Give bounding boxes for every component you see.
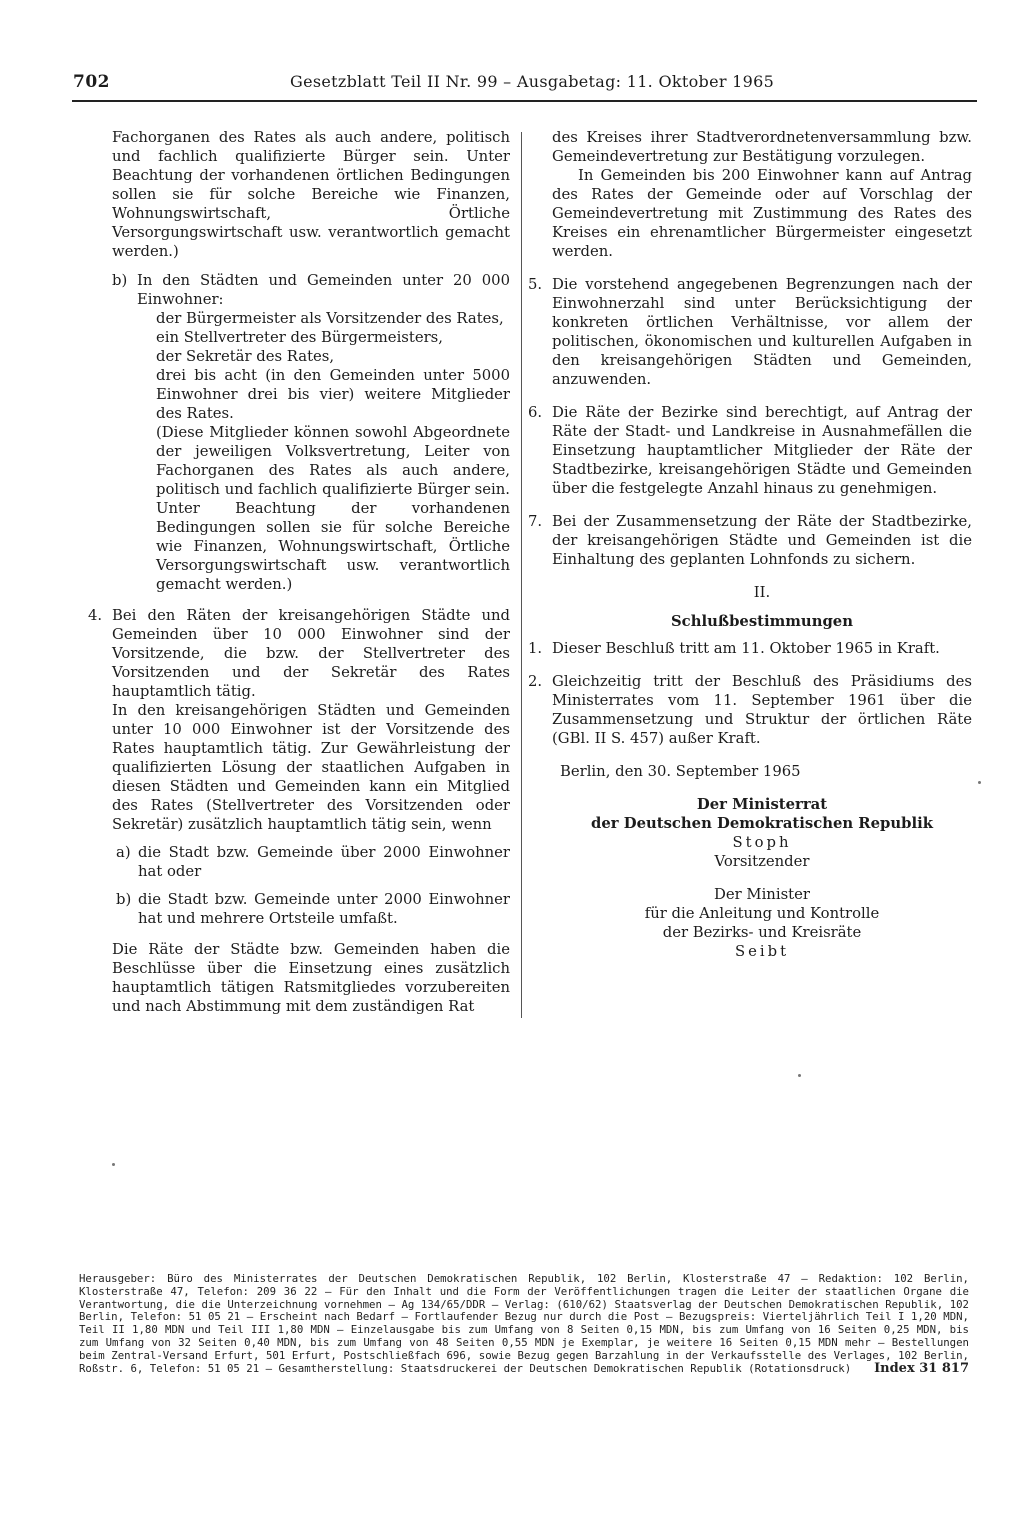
header-rule <box>72 100 977 102</box>
imprint-text: Herausgeber: Büro des Ministerrates der Deutschen Demokratischen Republik, 102 Berlin, Klosterstraße 47 – Redaktion: 102 Berlin, Klosterstraße 47, Telefon: 209 36 22 – Für den Inhalt und die Form der Veröffentlichungen tragen die Leiter der staatlichen Organe die Verantwortung, die die Unterzeichnung vornehmen – Ag 134/65/DDR – Verlag: (610/62) Staatsverlag der Deutschen Demokratischen Republik, 102 Berlin, Telefon: 51 05 21 – Erscheint nach Bedarf – Fortlaufender Bezug nur durch die Post – Bezugspreis: Vierteljährlich Teil I 1,20 MDN, Teil II 1,80 MDN und Teil III 1,80 MDN – Einzelausgabe bis zum Umfang von 8 Seiten 0,15 MDN, bis zum Umfang von 16 Seiten 0,25 MDN, bis zum Umfang von 32 Seiten 0,40 MDN, bis zum Umfang von 48 Seiten 0,55 MDN je Exemplar, je weitere 16 Seiten 0,15 MDN mehr – Bestellungen beim Zentral-Versand Erfurt, 501 Erfurt, Postschließfach 696, sowie Bezug gegen Barzahlung in der Verkaufsstelle des Verlages, 102 Berlin, Roßstr. 6, Telefon: 51 05 21 – Gesamtherstellung: Staatsdruckerei der Deutschen Demokratischen Republik (Rotationsdruck) <box>79 1272 969 1375</box>
list-item-b2 <box>112 890 510 928</box>
section-item-4-text: Bei den Räten der kreisangehörigen Städte und Gemeinden über 10 000 Einwohner sind der Vorsitzende, die bzw. der Stellvertreter des Vorsitzenden und der Sekretär des Rates hauptamtlich tätig. <box>112 607 510 700</box>
section-label-7: 7. <box>528 513 543 530</box>
minister-line-2: für die Anleitung und Kontrolle <box>644 905 880 922</box>
council-member-note: (Diese Mitglieder können sowohl Abgeordnete der jeweiligen Volksvertretung, Leiter von Fachorganen des Rates als auch andere, politisch und fachlich qualifizierte Bürger sein. Unter Beachtung der vorhandenen Bedingungen sollen sie für solche Bereiche wie Finanzen, Wohnungswirtschaft, Örtliche Versorgungswirtschaft usw. verantwortlich gemacht werden.) <box>156 424 510 593</box>
list-label-b2: b) <box>116 891 132 908</box>
final-label-2: 2. <box>528 673 543 690</box>
print-speck <box>798 1074 801 1077</box>
section-numeral: II. <box>753 584 771 601</box>
signer-2-name: Seibt <box>734 943 790 960</box>
issuer-line-2: der Deutschen Demokratischen Republik <box>591 815 933 832</box>
section-label-6: 6. <box>528 404 543 421</box>
right-paragraph-200: In Gemeinden bis 200 Einwohner kann auf Antrag des Rates der Gemeinde oder auf Vorschlag der Gemeindevertretung mit Zustimmung des Rates des Kreises ein ehrenamtlicher Bürgermeister eingesetzt werden. <box>552 167 972 260</box>
signer-1-name: Stoph <box>732 834 792 851</box>
council-member-4: drei bis acht (in den Gemeinden unter 5000 Einwohner drei bis vier) weitere Mitglieder des Rates. <box>156 367 510 422</box>
section-item-4-paragraph-2: In den kreisangehörigen Städten und Gemeinden unter 10 000 Einwohner ist der Vorsitzende des Rates hauptamtlich tätig. Zur Gewährleistung der qualifizierten Lösung der staatlichen Aufgaben in diesen Städten und Gemeinden kann ein Mitglied des Rates (Stellvertreter des Vorsitzenden oder Sekretär) zusätzlich hauptamtlich tätig sein, wenn <box>112 702 510 833</box>
print-speck <box>978 781 981 784</box>
left-intro-paragraph: Fachorganen des Rates als auch andere, politisch und fachlich qualifizierte Bürger sein. Unter Beachtung der vorhandenen örtlichen Bedingungen sollen sie für solche Bereiche wie Finanzen, Wohnungswirtschaft, Örtliche Versorgungswirtschaft usw. verantwortlich gemacht werden.) <box>112 129 510 260</box>
publisher-imprint <box>79 1273 969 1375</box>
final-item-2-text: Gleichzeitig tritt der Beschluß des Präsidiums des Ministerrates vom 11. September 1961 über die Zusammensetzung und Struktur der örtlichen Räte (GBl. II S. 457) außer Kraft. <box>552 673 972 747</box>
section-label-5: 5. <box>528 276 543 293</box>
minister-line-1: Der Minister <box>714 886 810 903</box>
section-item-5-text: Die vorstehend angegebenen Begrenzungen nach der Einwohnerzahl sind unter Berücksichtigung der konkreten örtlichen Verhältnisse, vor allem der politischen, ökonomischen und kulturellen Aufgaben in den kreisangehörigen Städten und Gemeinden, anzuwenden. <box>552 276 972 388</box>
right-column <box>528 128 972 961</box>
page-number: 702 <box>73 72 110 92</box>
final-item-1-text: Dieser Beschluß tritt am 11. Oktober 1965 in Kraft. <box>552 640 940 657</box>
date-line: Berlin, den 30. September 1965 <box>560 763 801 780</box>
final-label-1: 1. <box>528 640 543 657</box>
left-column <box>88 128 510 1016</box>
council-member-3: der Sekretär des Rates, <box>156 348 335 365</box>
list-label-a: a) <box>116 844 131 861</box>
index-number: Index 31 817 <box>874 1360 969 1376</box>
section-label-4: 4. <box>88 607 103 624</box>
signer-1-role: Vorsitzender <box>714 853 810 870</box>
list-item-a <box>112 843 510 881</box>
print-speck <box>112 1163 115 1166</box>
section-item-6-text: Die Räte der Bezirke sind berechtigt, auf Antrag der Räte der Stadt- und Landkreise in Ausnahmefällen die Einsetzung hauptamtlicher Mitglieder der Räte der Stadtbezirke, kreisangehörigen Städte und Gemeinden über die festgelegte Anzahl hinaus zu genehmigen. <box>552 404 972 497</box>
list-text-b: In den Städten und Gemeinden unter 20 000 Einwohner: <box>137 272 510 308</box>
issuer-line-1: Der Ministerrat <box>696 796 828 813</box>
section-item-7 <box>528 512 972 569</box>
list-label-b: b) <box>112 272 128 289</box>
council-member-2: ein Stellvertreter des Bürgermeisters, <box>156 329 443 346</box>
list-text-a: die Stadt bzw. Gemeinde über 2000 Einwohner hat oder <box>138 844 510 880</box>
gazette-header-title: Gesetzblatt Teil II Nr. 99 – Ausgabetag: 11. Oktober 1965 <box>290 72 775 91</box>
column-divider <box>521 132 522 1018</box>
right-continuation-paragraph: des Kreises ihrer Stadtverordnetenversammlung bzw. Gemeindevertretung zur Bestätigung vorzulegen. <box>552 129 972 165</box>
final-item-2 <box>528 672 972 748</box>
final-item-1 <box>528 639 972 658</box>
list-text-b2: die Stadt bzw. Gemeinde unter 2000 Einwohner hat und mehrere Ortsteile umfaßt. <box>138 891 510 927</box>
section-item-5 <box>528 275 972 389</box>
section-item-7-text: Bei der Zusammensetzung der Räte der Stadtbezirke, der kreisangehörigen Städte und Gemeinden ist die Einhaltung des geplanten Lohnfonds zu sichern. <box>552 513 972 568</box>
council-member-1: der Bürgermeister als Vorsitzender des Rates, <box>156 310 504 327</box>
left-closing-paragraph: Die Räte der Städte bzw. Gemeinden haben die Beschlüsse über die Einsetzung eines zusätzlich hauptamtlich tätigen Ratsmitgliedes vorzubereiten und nach Abstimmung mit dem zuständigen Rat <box>112 941 510 1015</box>
section-item-6 <box>528 403 972 498</box>
section-title: Schlußbestimmungen <box>671 613 853 630</box>
section-item-4 <box>88 606 510 701</box>
list-item-b <box>87 271 510 309</box>
minister-line-3: der Bezirks- und Kreisräte <box>662 924 862 941</box>
